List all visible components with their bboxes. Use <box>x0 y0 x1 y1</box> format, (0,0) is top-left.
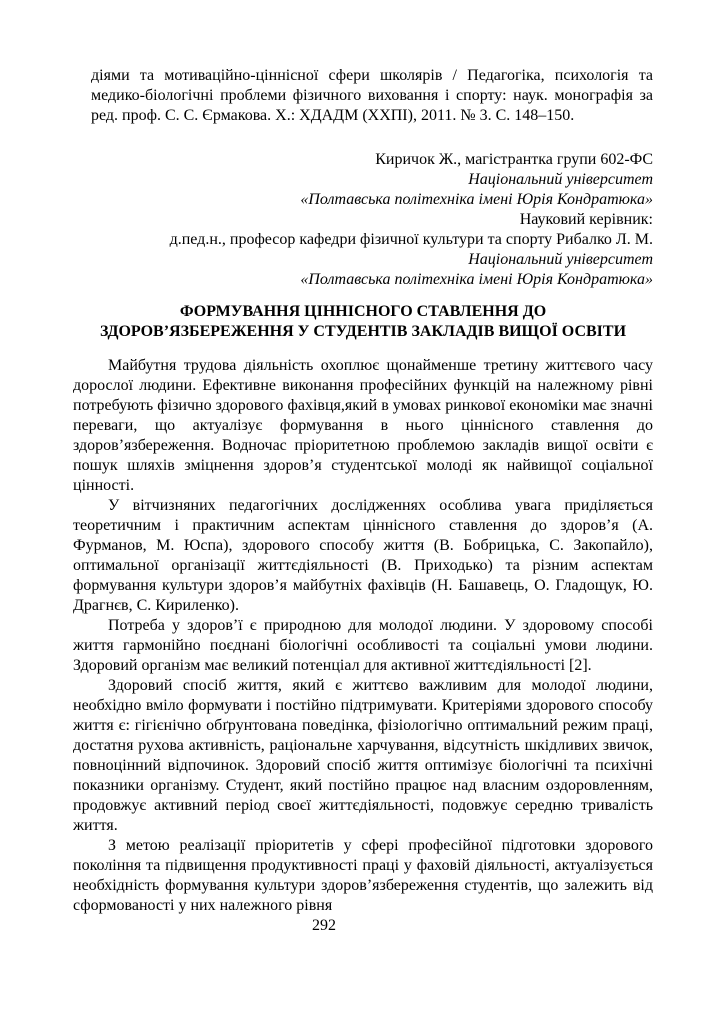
body-paragraph-5: З метою реалізації пріоритетів у сфері професійної підготовки здорового покоління та підвищення продуктивності праці у фаховій діяльності, актуалізується необхідність формування культури здоров’язбереження студентів, що залежить від сформованості у них належного рівня <box>73 837 653 914</box>
article-body <box>73 356 653 916</box>
supervisor-label: Науковий керівник: <box>519 211 653 228</box>
body-paragraph-4: Здоровий спосіб життя, який є життєво важливим для молодої людини, необхідно вміло формувати і постійно підтримувати. Критеріями здорового способу життя є: гігієнічно обґрунтована поведінка, фізіологічно оптимальний режим праці, достатня рухова активність, раціональне харчування, відсутність шкідливих звичок, повноцінний відпочинок. Здоровий спосіб життя оптимізує біологічні та психічні показники організму. Студент, який постійно працює над власним оздоровленням, продовжує активний період своєї життєдіяльності, подовжує середню тривалість життя. <box>73 677 653 834</box>
byline-affiliation-line-2: «Полтавська політехніка імені Юрія Кондратюка» <box>300 191 653 208</box>
article-title-line-1: ФОРМУВАННЯ ЦІННІСНОГО СТАВЛЕННЯ ДО <box>179 303 547 320</box>
article-title-line-2: ЗДОРОВ’ЯЗБЕРЕЖЕННЯ У СТУДЕНТІВ ЗАКЛАДІВ ВИЩОЇ ОСВІТИ <box>99 323 627 340</box>
body-paragraph-3: Потреба у здоров’ї є природною для молодої людини. У здоровому способі життя гармонійно поєднані біологічні особливості та соціальні умови людини. Здоровий організм має великий потенціал для активної життєдіяльності [2]. <box>73 617 653 674</box>
byline-block <box>73 150 653 290</box>
body-paragraph-2: У вітчизняних педагогічних дослідженнях особлива увага приділяється теоретичним і практичним аспектам ціннісного ставлення до здоров’я (А. Фурманов, М. Юспа), здорового способу життя (В. Бобрицька, С. Закопайло), оптимальної організації життєдіяльності (В. Приходько) та різним аспектам формування культури здоров’я майбутніх фахівців (Н. Башавець, О. Гладощук, Ю. Драгнєв, С. Кириленко). <box>73 497 653 614</box>
byline-author: Киричок Ж., магістрантка групи 602-ФС <box>375 151 653 168</box>
page-number: 292 <box>312 917 336 934</box>
byline-affiliation-line-1: Національний університет <box>468 171 653 188</box>
body-paragraph-1: Майбутня трудова діяльність охоплює щонайменше третину життєвого часу дорослої людини. Ефективне виконання професійних функцій на належному рівні потребують фізично здорового фахівця,який в умовах ринкової економіки має значні переваги, що актуалізує формування в нього ціннісного ставлення до здоров’язбереження. Водночас пріоритетною проблемою закладів вищої освіти є пошук шляхів зміцнення здоров’я студентської молоді як найвищої соціальної цінності. <box>73 357 653 494</box>
supervisor-affiliation-line-2: «Полтавська політехніка імені Юрія Кондратюка» <box>300 271 653 288</box>
supervisor-affiliation-line-1: Національний університет <box>468 251 653 268</box>
article-title <box>73 302 653 342</box>
reference-paragraph: діями та мотиваційно-ціннісної сфери школярів / Педагогіка, психологія та медико-біологічні проблеми фізичного виховання і спорту: наук. монографія за ред. проф. С. С. Єрмакова. Х.: ХДАДМ (ХХПІ), 2011. № 3. С. 148–150. <box>91 67 653 124</box>
supervisor-name: д.пед.н., професор кафедри фізичної культури та спорту Рибалко Л. М. <box>169 231 653 248</box>
